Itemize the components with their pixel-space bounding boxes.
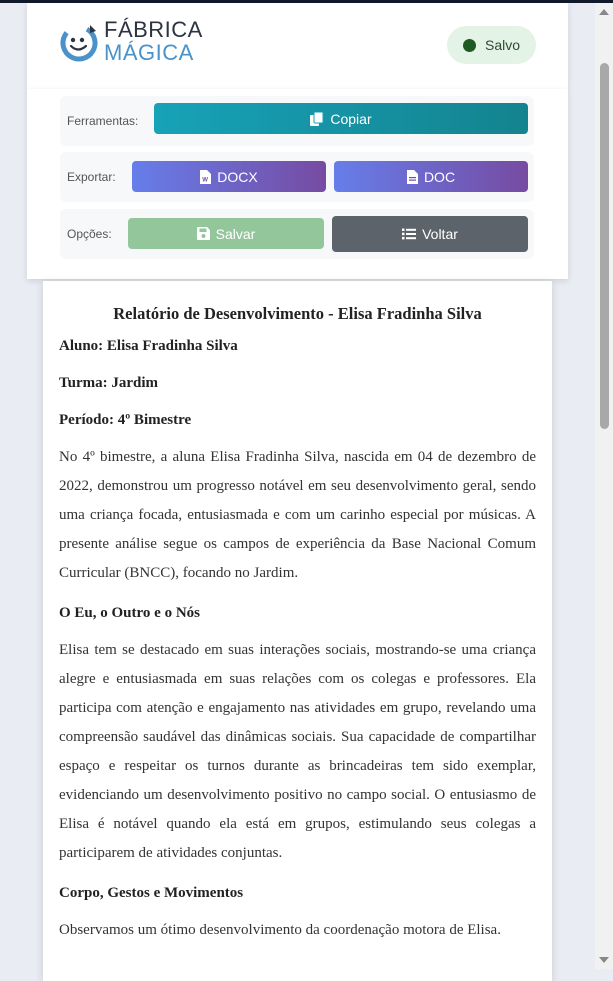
logo-line-2: MÁGICA (104, 40, 194, 65)
export-docx-button[interactable] (132, 161, 326, 192)
tools-label: Ferramentas: (67, 114, 139, 128)
word-file-icon (200, 170, 211, 184)
status-label: Salvo (484, 37, 521, 53)
copy-icon (310, 112, 324, 126)
toolbar-panel (27, 89, 568, 279)
scroll-down-arrow-icon[interactable] (599, 957, 609, 963)
status-dot-icon (463, 39, 476, 52)
page-scrollbar[interactable] (595, 3, 613, 969)
doc-button-label: DOC (423, 168, 456, 185)
section-title-eu-outro-nos: O Eu, o Outro e o Nós (59, 605, 200, 621)
section-text-eu-outro-nos: Elisa tem se destacado em suas interações sociais, mostrando-se uma criança alegre e entusiasmada em suas relações com os colegas e professores. Ela participa com atenção e engajamento nas atividades em grupo, revelando uma compreensão saudável das dinâmicas sociais. Sua capacidade de compartilhar espaço e respeitar os turnos durante as brincadeiras tem sido exemplar, evidenciando um desenvolvimento positivo no campo social. O entusiasmo de Elisa é notável quando ela está em grupos, estimulando seus colegas a participarem de atividades conjuntas. (59, 642, 536, 861)
copy-button[interactable] (154, 103, 528, 134)
report-document (43, 281, 552, 981)
options-label: Opções: (67, 227, 112, 241)
app-header (27, 3, 568, 89)
tools-row (60, 96, 534, 146)
options-row (60, 209, 534, 259)
intro-paragraph: No 4º bimestre, a aluna Elisa Fradinha Silva, nascida em 04 de dezembro de 2022, demonstrou um progresso notável em seu desenvolvimento geral, sendo uma criança focada, entusiasmada e com um carinho especial por músicas. A presente análise segue os campos de experiência da Base Nacional Comum Curricular (BNCC), focando no Jardim. (59, 449, 536, 581)
save-button-label: Salvar (215, 225, 256, 242)
class-field: Turma: Jardim (59, 375, 159, 391)
section-text-corpo-gestos: Observamos um ótimo desenvolvimento da coordenação motora de Elisa. (59, 922, 501, 938)
logo-text (104, 19, 203, 64)
back-button-label: Voltar (422, 226, 458, 242)
report-title: Relatório de Desenvolvimento - Elisa Fradinha Silva (113, 304, 482, 323)
copy-button-label: Copiar (330, 110, 372, 127)
docx-button-label: DOCX (217, 168, 258, 185)
floppy-disk-icon (197, 227, 210, 240)
logo[interactable] (60, 19, 210, 67)
save-status-badge (447, 26, 536, 64)
report-content (59, 281, 536, 945)
scroll-thumb[interactable] (600, 63, 609, 429)
file-icon (407, 170, 418, 184)
scroll-up-arrow-icon[interactable] (599, 9, 609, 15)
save-button[interactable] (128, 218, 324, 249)
list-icon (402, 228, 416, 240)
export-row (60, 152, 534, 202)
svg-text:W: W (202, 177, 209, 183)
period-field: Período: 4º Bimestre (59, 412, 192, 428)
student-field: Aluno: Elisa Fradinha Silva (59, 338, 238, 354)
section-title-corpo-gestos: Corpo, Gestos e Movimentos (59, 885, 244, 901)
smile-logo-icon (60, 21, 102, 63)
back-button[interactable] (332, 216, 528, 252)
export-doc-button[interactable] (334, 161, 528, 192)
export-label: Exportar: (67, 170, 116, 184)
logo-line-1: FÁBRICA (104, 17, 203, 42)
